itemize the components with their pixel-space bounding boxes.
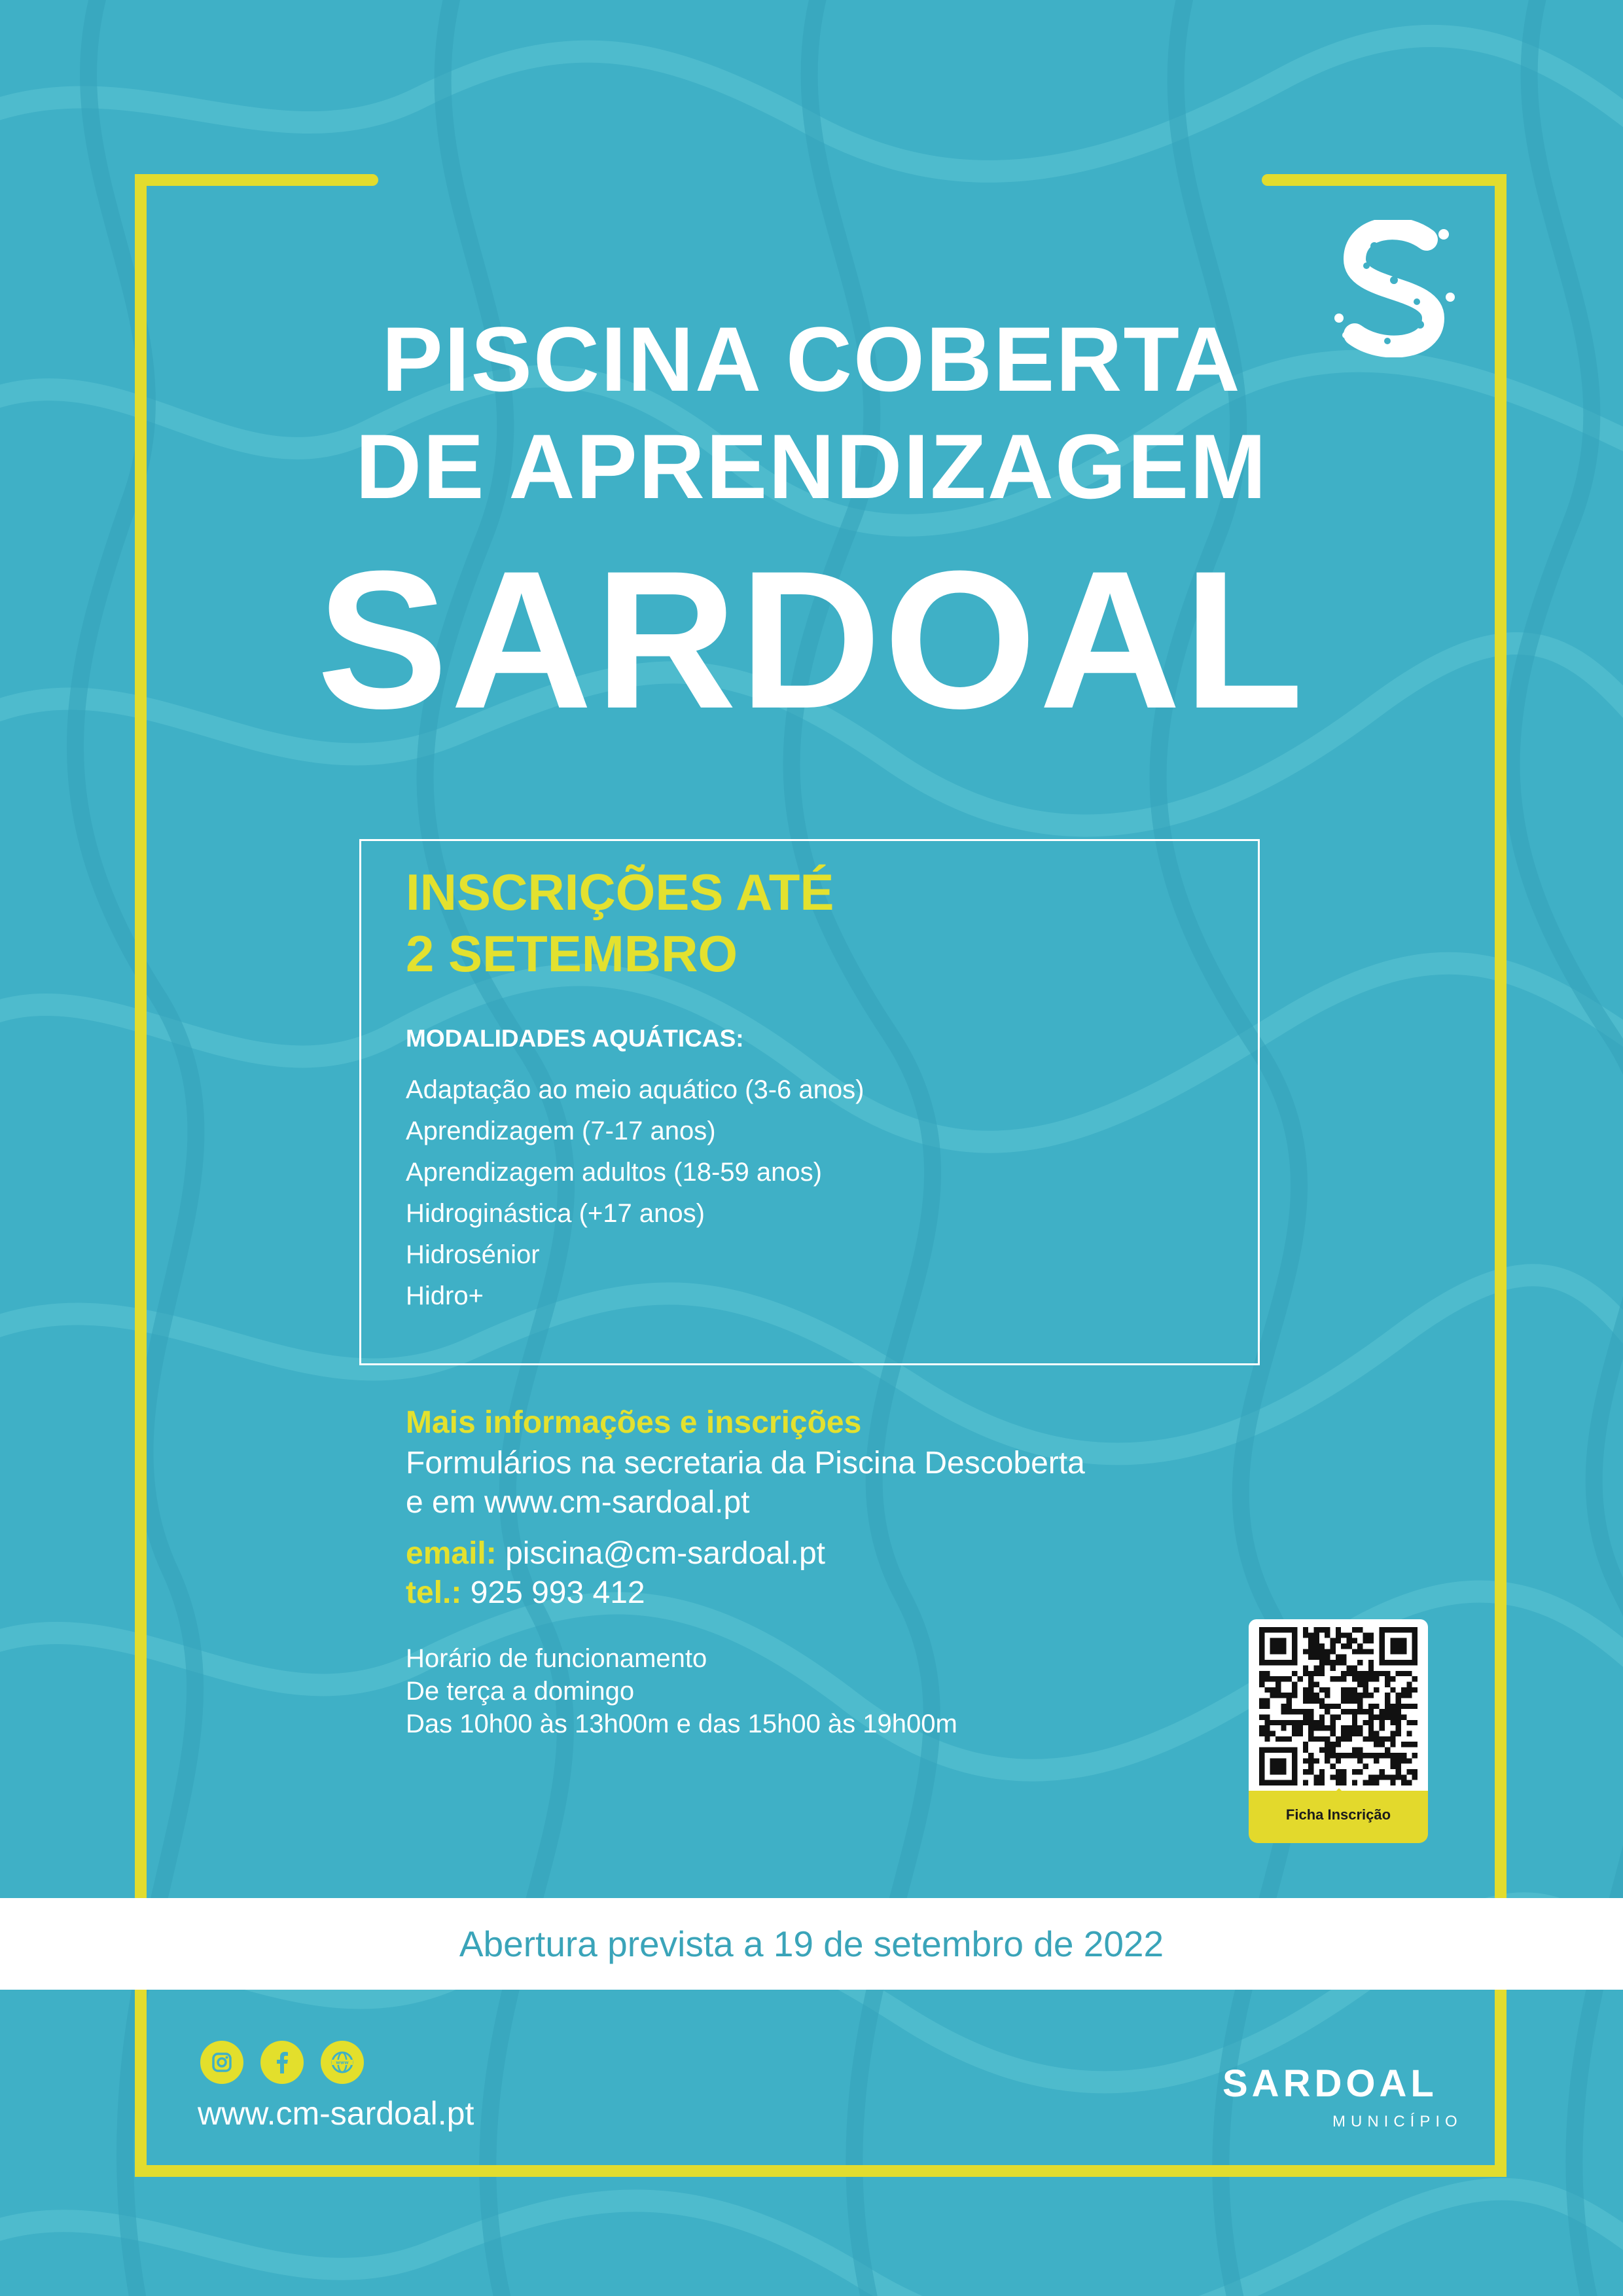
web-icon[interactable] [321,2041,364,2084]
title-line-1: PISCINA COBERTA [382,308,1241,410]
list-item: Aprendizagem adultos (18-59 anos) [406,1158,822,1187]
hours-days: De terça a domingo [406,1677,635,1706]
tel-line [406,1575,645,1611]
tel-label: tel.: [406,1575,462,1610]
qr-card[interactable] [1249,1619,1428,1843]
list-item: Adaptação ao meio aquático (3-6 anos) [406,1075,865,1104]
opening-banner-text: Abertura prevista a 19 de setembro de 2022 [459,1924,1164,1964]
more-info-title: Mais informações e inscrições [406,1405,862,1440]
qr-code-icon [1259,1627,1418,1785]
deadline-line-2: 2 SETEMBRO [406,925,738,982]
municipality-subtitle: MUNICÍPIO [1332,2113,1463,2130]
more-info-line-1: Formulários na secretaria da Piscina Descoberta [406,1446,1085,1480]
hours-title: Horário de funcionamento [406,1644,707,1673]
qr-label: Ficha Inscrição [1285,1806,1391,1823]
frame-top-right [1262,174,1507,186]
list-item: Hidroginástica (+17 anos) [406,1199,705,1228]
tel-link[interactable]: 925 993 412 [470,1575,645,1610]
svg-text:www: www [336,2060,349,2066]
modalities-title: MODALIDADES AQUÁTICAS: [406,1025,744,1052]
opening-banner [0,1898,1623,1990]
deadline-line-1: INSCRIÇÕES ATÉ [406,863,834,921]
email-link[interactable]: piscina@cm-sardoal.pt [505,1536,825,1571]
list-item: Aprendizagem (7-17 anos) [406,1117,716,1145]
facebook-icon[interactable] [260,2041,304,2084]
frame-top-left [135,174,378,186]
title-sardoal: SARDOAL [317,529,1306,749]
hours-times: Das 10h00 às 13h00m e das 15h00 às 19h00m [406,1710,957,1738]
title-line-2: DE APRENDIZAGEM [355,415,1268,518]
modalities-list [406,1069,864,1317]
qr-notch [1329,1788,1349,1799]
email-label: email: [406,1536,497,1571]
instagram-icon[interactable] [200,2041,243,2084]
frame-bottom [135,2165,1507,2177]
list-item: Hidro+ [406,1282,484,1310]
list-item: Hidrosénior [406,1240,540,1269]
email-line [406,1535,825,1571]
qr-background [1249,1619,1428,1791]
municipality-name: SARDOAL [1222,2062,1438,2105]
more-info-line-2: e em www.cm-sardoal.pt [406,1485,750,1520]
footer-website-link[interactable]: www.cm-sardoal.pt [198,2095,474,2132]
